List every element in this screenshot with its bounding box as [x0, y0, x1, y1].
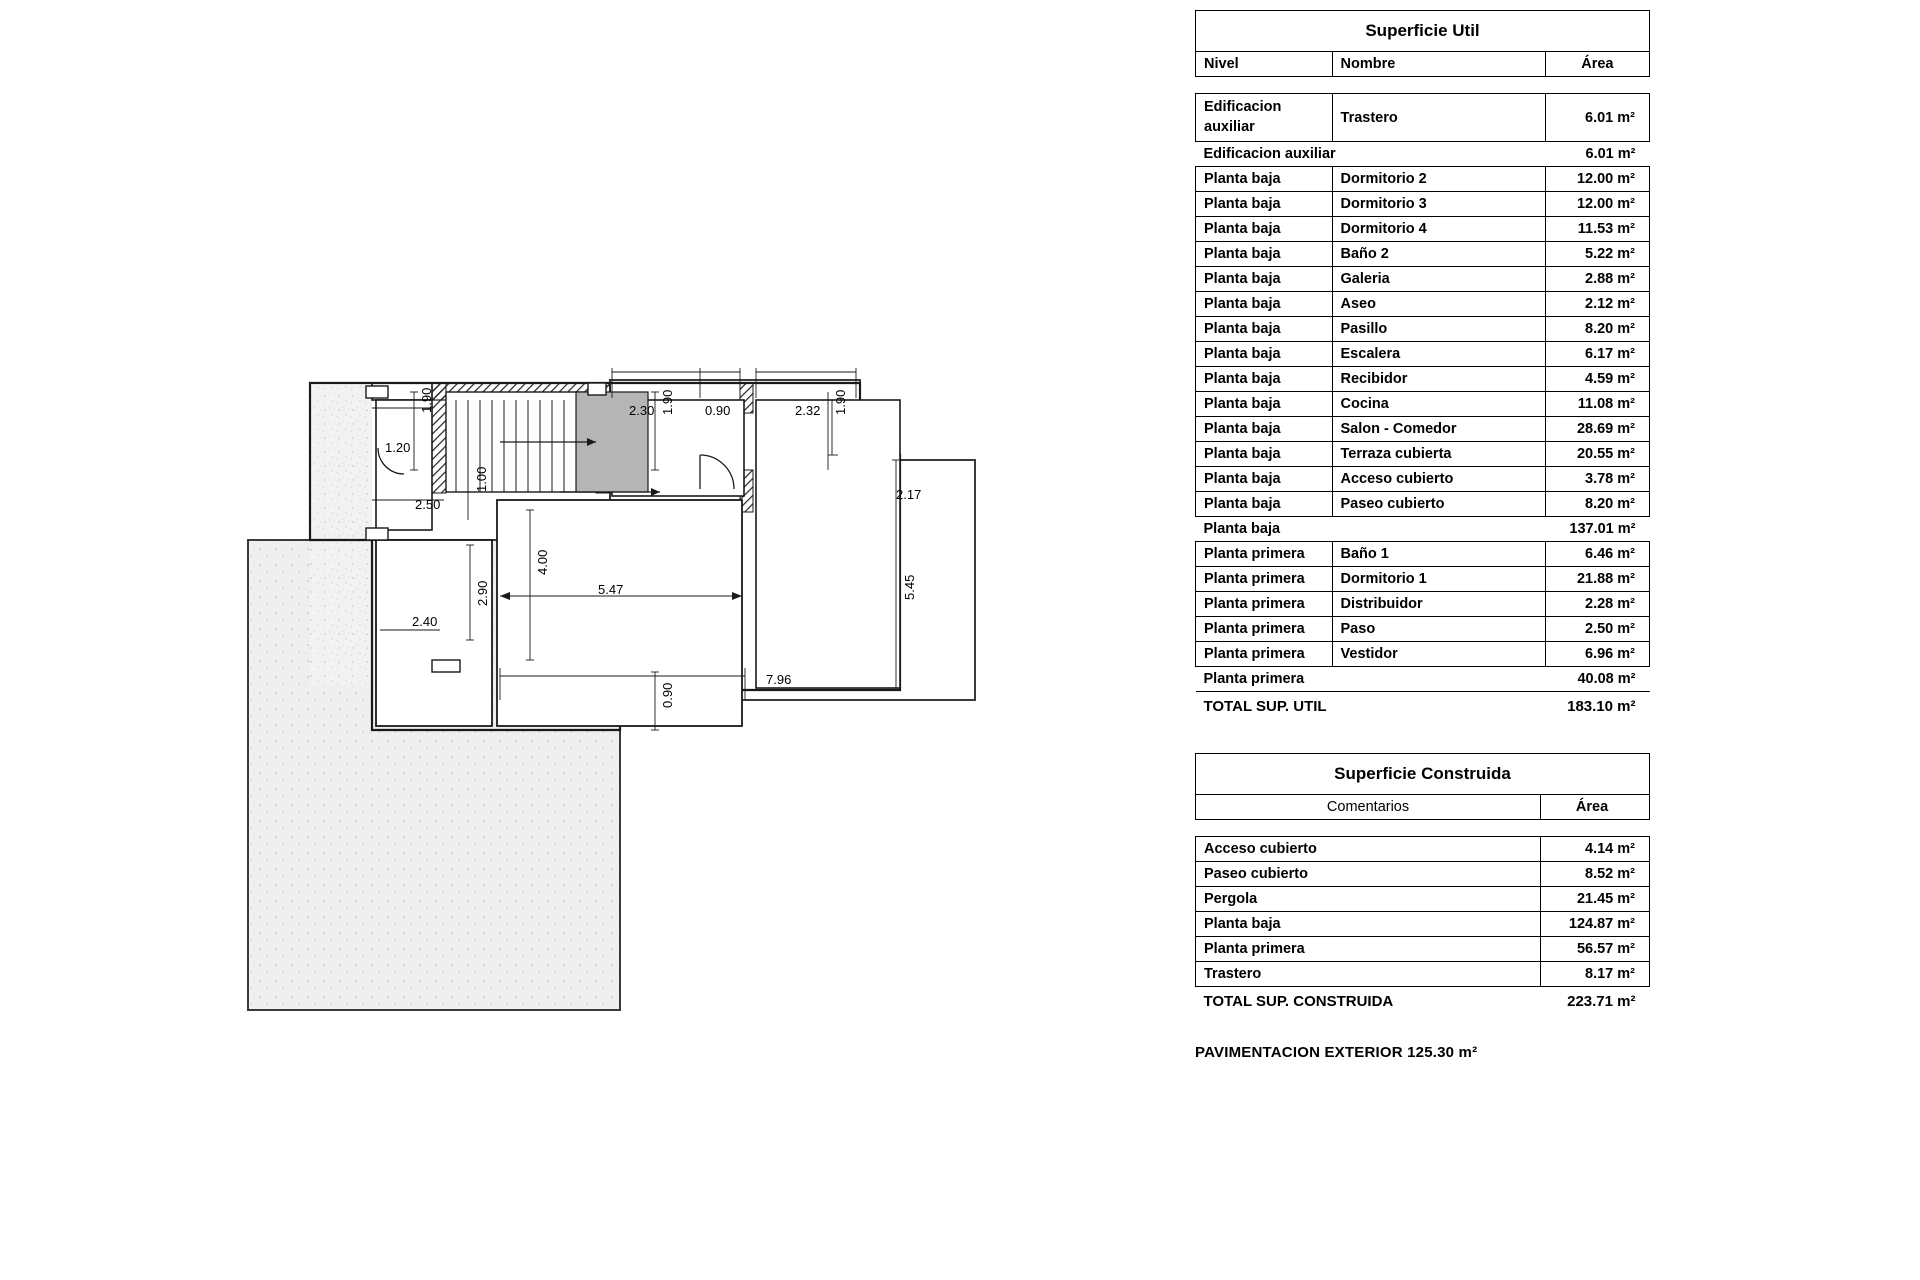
subtotal-area: 6.01 m²	[1545, 142, 1649, 167]
cell-nivel: Planta baja	[1196, 392, 1333, 417]
dimension-2-30: 2.30	[629, 403, 655, 418]
table-row	[1196, 267, 1650, 292]
header-comentarios: Comentarios	[1196, 795, 1541, 820]
table-row	[1196, 94, 1650, 142]
dimension-1-90-right: 1.90	[833, 389, 848, 415]
cell-nivel: Planta primera	[1196, 592, 1333, 617]
cell-nombre: Dormitorio 2	[1332, 167, 1545, 192]
cell-comentario: Pergola	[1196, 887, 1541, 912]
cell-comentario: Acceso cubierto	[1196, 837, 1541, 862]
cell-nivel: Planta baja	[1196, 342, 1333, 367]
dimension-1-90-left: 1.90	[419, 387, 434, 413]
cell-nombre: Paseo cubierto	[1332, 492, 1545, 517]
table-row	[1196, 937, 1650, 962]
cell-nombre: Escalera	[1332, 342, 1545, 367]
cell-nombre: Cocina	[1332, 392, 1545, 417]
cell-nivel: Planta baja	[1196, 467, 1333, 492]
cell-nivel: Edificacion auxiliar	[1196, 94, 1333, 142]
total-label: TOTAL SUP. CONSTRUIDA	[1203, 993, 1394, 1011]
cell-nivel: Planta baja	[1196, 317, 1333, 342]
table-row	[1196, 167, 1650, 192]
table-row	[1196, 567, 1650, 592]
header-area: Área	[1541, 795, 1650, 820]
cell-nivel: Planta baja	[1196, 242, 1333, 267]
dimension-1-20: 1.20	[385, 440, 411, 455]
cell-nivel: Planta baja	[1196, 292, 1333, 317]
cell-area: 12.00 m²	[1545, 167, 1649, 192]
total-label: TOTAL SUP. UTIL	[1203, 698, 1327, 716]
table-row	[1196, 837, 1650, 862]
subtotal-row	[1196, 667, 1650, 692]
cell-nivel: Planta baja	[1196, 192, 1333, 217]
cell-area: 28.69 m²	[1545, 417, 1649, 442]
cell-area: 21.88 m²	[1545, 567, 1649, 592]
cell-nombre: Baño 1	[1332, 542, 1545, 567]
dimension-1-00: 1.00	[474, 466, 489, 492]
superficie-construida-title: Superficie Construida	[1196, 754, 1650, 795]
total-row	[1196, 987, 1650, 1015]
cell-nivel: Planta primera	[1196, 567, 1333, 592]
cell-comentario: Paseo cubierto	[1196, 862, 1541, 887]
cell-nombre: Vestidor	[1332, 642, 1545, 667]
dimension-2-40: 2.40	[412, 614, 438, 629]
cell-area: 2.12 m²	[1545, 292, 1649, 317]
table-row	[1196, 342, 1650, 367]
subtotal-label: Planta primera	[1196, 667, 1546, 692]
cell-area: 2.50 m²	[1545, 617, 1649, 642]
superficie-util-header-row	[1196, 52, 1650, 77]
cell-nombre: Terraza cubierta	[1332, 442, 1545, 467]
dimension-2-17: 2.17	[896, 487, 922, 502]
table-row	[1196, 642, 1650, 667]
superficie-util-title: Superficie Util	[1196, 11, 1650, 52]
dimension-0-90-top: 0.90	[705, 403, 731, 418]
cell-nivel: Planta baja	[1196, 167, 1333, 192]
cell-nivel: Planta primera	[1196, 542, 1333, 567]
dimension-7-96: 7.96	[766, 672, 792, 687]
table-row	[1196, 192, 1650, 217]
table-row	[1196, 962, 1650, 987]
cell-area: 6.96 m²	[1545, 642, 1649, 667]
dimension-5-45: 5.45	[902, 574, 917, 600]
cell-nivel: Planta primera	[1196, 617, 1333, 642]
cell-area: 12.00 m²	[1545, 192, 1649, 217]
subtotal-area: 137.01 m²	[1545, 517, 1649, 542]
cell-nombre: Dormitorio 3	[1332, 192, 1545, 217]
cell-area: 4.14 m²	[1541, 837, 1650, 862]
cell-area: 6.01 m²	[1545, 94, 1649, 142]
table-row	[1196, 862, 1650, 887]
superficie-construida-header-row	[1196, 795, 1650, 820]
table-row	[1196, 367, 1650, 392]
table-row	[1196, 417, 1650, 442]
header-nivel: Nivel	[1196, 52, 1333, 77]
cell-area: 3.78 m²	[1545, 467, 1649, 492]
dimension-4-00: 4.00	[535, 549, 550, 575]
cell-nombre: Recibidor	[1332, 367, 1545, 392]
table-row	[1196, 542, 1650, 567]
subtotal-area: 40.08 m²	[1545, 667, 1649, 692]
subtotal-row	[1196, 142, 1650, 167]
dimension-2-50: 2.50	[415, 497, 441, 512]
cell-area: 4.59 m²	[1545, 367, 1649, 392]
cell-comentario: Planta baja	[1196, 912, 1541, 937]
cell-area: 6.46 m²	[1545, 542, 1649, 567]
cell-nivel: Planta baja	[1196, 217, 1333, 242]
cell-area: 2.28 m²	[1545, 592, 1649, 617]
cell-nombre: Distribuidor	[1332, 592, 1545, 617]
total-row	[1196, 692, 1650, 720]
cell-area: 56.57 m²	[1541, 937, 1650, 962]
cell-nombre: Galeria	[1332, 267, 1545, 292]
dimension-5-47: 5.47	[598, 582, 624, 597]
cell-nombre: Aseo	[1332, 292, 1545, 317]
cell-area: 8.20 m²	[1545, 317, 1649, 342]
table-row	[1196, 617, 1650, 642]
cell-nivel: Planta baja	[1196, 417, 1333, 442]
cell-comentario: Trastero	[1196, 962, 1541, 987]
dimension-1-90-mid: 1.90	[660, 389, 675, 415]
pavimentacion-exterior-note: PAVIMENTACION EXTERIOR 125.30 m²	[1195, 1044, 1478, 1062]
cell-area: 5.22 m²	[1545, 242, 1649, 267]
header-area: Área	[1545, 52, 1649, 77]
header-nombre: Nombre	[1332, 52, 1545, 77]
cell-nivel: Planta baja	[1196, 492, 1333, 517]
superficie-construida-table	[1195, 753, 1650, 1014]
table-row	[1196, 292, 1650, 317]
table-row	[1196, 887, 1650, 912]
table-row	[1196, 912, 1650, 937]
cell-nombre: Salon - Comedor	[1332, 417, 1545, 442]
cell-nombre: Baño 2	[1332, 242, 1545, 267]
cell-nombre: Trastero	[1332, 94, 1545, 142]
table-row	[1196, 317, 1650, 342]
cell-nivel: Planta primera	[1196, 642, 1333, 667]
cell-area: 6.17 m²	[1545, 342, 1649, 367]
area-schedule-panel	[1195, 10, 1875, 1061]
subtotal-label: Planta baja	[1196, 517, 1546, 542]
total-area: 183.10 m²	[1567, 698, 1636, 716]
dimension-2-90: 2.90	[475, 580, 490, 606]
total-area: 223.71 m²	[1567, 993, 1636, 1011]
cell-nombre: Acceso cubierto	[1332, 467, 1545, 492]
table-row	[1196, 217, 1650, 242]
cell-nombre: Dormitorio 1	[1332, 567, 1545, 592]
cell-comentario: Planta primera	[1196, 937, 1541, 962]
cell-area: 11.53 m²	[1545, 217, 1649, 242]
subtotal-label: Edificacion auxiliar	[1196, 142, 1546, 167]
cell-nivel: Planta baja	[1196, 367, 1333, 392]
table-row	[1196, 592, 1650, 617]
table-row	[1196, 392, 1650, 417]
table-row	[1196, 242, 1650, 267]
subtotal-row	[1196, 517, 1650, 542]
table-row	[1196, 442, 1650, 467]
table-row	[1196, 492, 1650, 517]
cell-area: 8.52 m²	[1541, 862, 1650, 887]
cell-area: 124.87 m²	[1541, 912, 1650, 937]
cell-area: 11.08 m²	[1545, 392, 1649, 417]
cell-nivel: Planta baja	[1196, 442, 1333, 467]
dimension-0-90-bottom: 0.90	[660, 682, 675, 708]
cell-nombre: Pasillo	[1332, 317, 1545, 342]
cell-nivel: Planta baja	[1196, 267, 1333, 292]
table-row	[1196, 467, 1650, 492]
cell-area: 20.55 m²	[1545, 442, 1649, 467]
cell-area: 21.45 m²	[1541, 887, 1650, 912]
dimension-2-32: 2.32	[795, 403, 821, 418]
cell-nombre: Dormitorio 4	[1332, 217, 1545, 242]
superficie-util-table	[1195, 10, 1650, 719]
cell-nombre: Paso	[1332, 617, 1545, 642]
cell-area: 2.88 m²	[1545, 267, 1649, 292]
cell-area: 8.17 m²	[1541, 962, 1650, 987]
cell-area: 8.20 m²	[1545, 492, 1649, 517]
